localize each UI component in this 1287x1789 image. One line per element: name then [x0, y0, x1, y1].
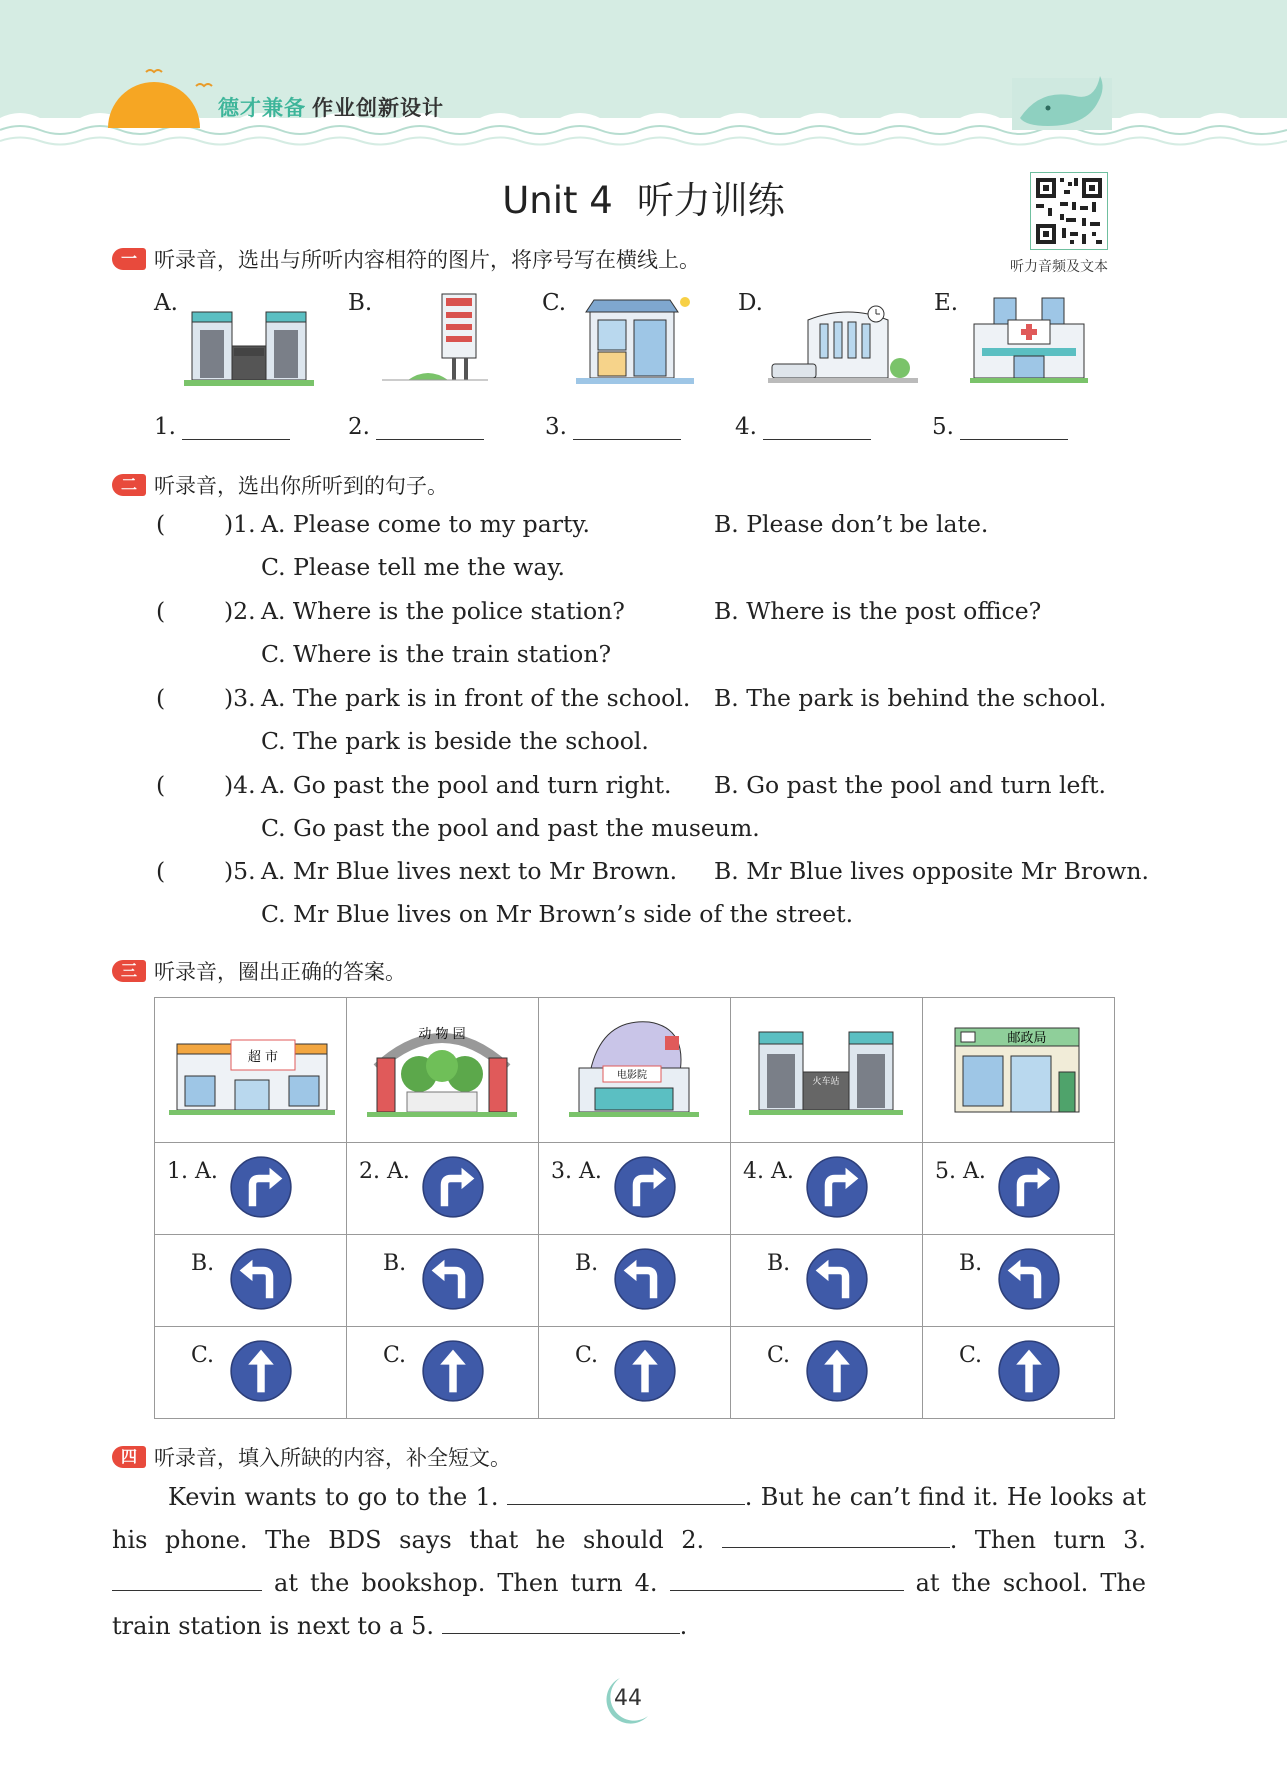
blank-number: 2.: [348, 414, 370, 440]
question-number: )5.: [224, 857, 256, 885]
option-b: B. Go past the pool and turn left.: [714, 771, 1107, 799]
option-label: B.: [959, 1251, 983, 1276]
turn-right-sign[interactable]: [421, 1155, 485, 1223]
cloze-text-4: at the bookshop. Then turn 4.: [274, 1569, 658, 1597]
blank-number: 4.: [735, 414, 757, 440]
answer-line[interactable]: [573, 419, 681, 440]
picture-label: E.: [934, 290, 959, 316]
kiosk-icon: [572, 290, 702, 390]
option-cell[interactable]: [731, 1143, 923, 1235]
option-c: C. Mr Blue lives on Mr Brown’s side of the street.: [261, 900, 854, 928]
section2-instruction: 听录音，选出你所听到的句子。: [154, 474, 448, 498]
option-label: 3. A.: [551, 1159, 602, 1184]
go-straight-sign[interactable]: [997, 1339, 1061, 1407]
turn-left-sign[interactable]: [997, 1247, 1061, 1315]
answer-blank-4[interactable]: [735, 414, 871, 440]
section2-badge: 二: [112, 474, 146, 496]
zoo-icon: [347, 998, 538, 1138]
section2-heading: [112, 470, 448, 500]
cloze-text-2: . But he can’t find it. He looks at his phone. The BDS says that he should 2.: [112, 1483, 1146, 1554]
section3-instruction: 听录音，圈出正确的答案。: [154, 960, 406, 984]
option-b: B. Where is the post office?: [714, 597, 1042, 625]
place-cell: [731, 998, 923, 1143]
section4-instruction: 听录音，填入所缺的内容，补全短文。: [154, 1446, 511, 1470]
unit-name: 听力训练: [636, 179, 785, 222]
go-straight-sign[interactable]: [229, 1339, 293, 1407]
section1-heading: [112, 244, 700, 274]
option-cell[interactable]: [539, 1143, 731, 1235]
answer-blank-3[interactable]: [545, 414, 681, 440]
cloze-text-3: . Then turn 3.: [949, 1526, 1146, 1554]
option-cell[interactable]: [731, 1327, 923, 1419]
blank-5[interactable]: [442, 1607, 680, 1634]
cloze-text-1: Kevin wants to go to the 1.: [168, 1483, 499, 1511]
section4-badge: 四: [112, 1446, 146, 1468]
answer-paren[interactable]: (: [156, 597, 166, 625]
option-cell[interactable]: [539, 1235, 731, 1327]
page-header: [0, 0, 1287, 150]
option-c: C. Where is the train station?: [261, 640, 612, 668]
option-a: A. Please come to my party.: [261, 510, 591, 538]
option-cell[interactable]: [923, 1327, 1115, 1419]
blank-number: 5.: [932, 414, 954, 440]
go-straight-sign[interactable]: [805, 1339, 869, 1407]
option-row-b: [155, 1235, 1115, 1327]
option-cell[interactable]: [923, 1235, 1115, 1327]
place-sign: 动 物 园: [418, 1027, 466, 1042]
option-a: A. Where is the police station?: [261, 597, 625, 625]
option-row-c: [155, 1327, 1115, 1419]
place-cell: [155, 998, 347, 1143]
blank-4[interactable]: [670, 1564, 904, 1591]
page-number-text: 44: [614, 1686, 642, 1711]
place-cell: [923, 998, 1115, 1143]
picture-label: B.: [348, 290, 373, 316]
qr-code-icon[interactable]: [1030, 172, 1108, 250]
option-b: B. The park is behind the school.: [714, 684, 1107, 712]
option-cell[interactable]: [923, 1143, 1115, 1235]
place-sign: 超 市: [247, 1050, 279, 1065]
option-label: 1. A.: [167, 1159, 218, 1184]
question-number: )1.: [224, 510, 256, 538]
answer-line[interactable]: [960, 419, 1068, 440]
qr-label: 听力音频及文本: [1010, 259, 1108, 275]
place-sign: 火车站: [812, 1077, 840, 1087]
page-number: [600, 1672, 656, 1728]
cloze-text-5: at the school. The train station is next to a 5.: [112, 1569, 1146, 1640]
blank-3[interactable]: [112, 1564, 262, 1591]
option-cell[interactable]: [155, 1327, 347, 1419]
option-label: 4. A.: [743, 1159, 794, 1184]
header-wave-background: [0, 0, 1287, 150]
option-cell[interactable]: [155, 1235, 347, 1327]
station-building-icon: [768, 290, 918, 390]
brand-title: [218, 92, 444, 122]
blank-number: 3.: [545, 414, 567, 440]
option-cell[interactable]: [347, 1143, 539, 1235]
option-label: B.: [767, 1251, 791, 1276]
brand-subtitle: 作业创新设计: [312, 96, 444, 120]
place-cell: [347, 998, 539, 1143]
place-sign: 邮政局: [1007, 1031, 1047, 1046]
section3-badge: 三: [112, 960, 146, 982]
section1-badge: 一: [112, 248, 146, 270]
option-label: C.: [191, 1343, 215, 1368]
blank-1[interactable]: [507, 1478, 745, 1505]
answer-blank-2[interactable]: [348, 414, 484, 440]
option-cell[interactable]: [155, 1143, 347, 1235]
option-a: A. Go past the pool and turn right.: [261, 771, 672, 799]
answer-blank-1[interactable]: [154, 414, 290, 440]
turn-right-sign[interactable]: [229, 1155, 293, 1223]
answer-paren[interactable]: (: [156, 771, 166, 799]
bus-stop-sign-icon: [378, 290, 508, 390]
option-label: C.: [575, 1343, 599, 1368]
option-label: C.: [767, 1343, 791, 1368]
place-cell: [539, 998, 731, 1143]
option-label: C.: [383, 1343, 407, 1368]
option-a: A. The park is in front of the school.: [261, 684, 691, 712]
answer-blank-5[interactable]: [932, 414, 1068, 440]
train-station-icon: [731, 998, 922, 1138]
answer-line[interactable]: [376, 419, 484, 440]
option-c: C. The park is beside the school.: [261, 727, 649, 755]
option-row-a: [155, 1143, 1115, 1235]
picture-label: D.: [738, 290, 763, 316]
hospital-icon: [964, 290, 1094, 390]
answer-line[interactable]: [182, 419, 290, 440]
option-label: B.: [575, 1251, 599, 1276]
option-b: B. Mr Blue lives opposite Mr Brown.: [714, 857, 1149, 885]
question-number: )2.: [224, 597, 256, 625]
option-cell[interactable]: [347, 1327, 539, 1419]
turn-left-sign[interactable]: [613, 1247, 677, 1315]
cloze-text-6: .: [679, 1612, 688, 1640]
post-office-icon: [923, 998, 1114, 1138]
option-cell[interactable]: [347, 1235, 539, 1327]
option-c: C. Go past the pool and past the museum.: [261, 814, 760, 842]
train-station-icon: [184, 290, 314, 390]
blank-number: 1.: [154, 414, 176, 440]
question-number: )3.: [224, 684, 256, 712]
option-cell[interactable]: [539, 1327, 731, 1419]
option-label: 5. A.: [935, 1159, 986, 1184]
turn-right-sign[interactable]: [805, 1155, 869, 1223]
picture-label: A.: [154, 290, 178, 316]
supermarket-icon: [155, 998, 346, 1138]
turn-right-sign[interactable]: [613, 1155, 677, 1223]
turn-left-sign[interactable]: [805, 1247, 869, 1315]
answer-paren[interactable]: (: [156, 684, 166, 712]
unit-number: Unit 4: [502, 179, 613, 222]
blank-2[interactable]: [722, 1521, 950, 1548]
place-sign: 电影院: [617, 1070, 647, 1081]
option-c: C. Please tell me the way.: [261, 553, 565, 581]
direction-table: [154, 997, 1115, 1419]
answer-paren[interactable]: (: [156, 510, 166, 538]
section4-heading: [112, 1442, 511, 1472]
answer-line[interactable]: [763, 419, 871, 440]
brand-series: 德才兼备: [218, 96, 306, 120]
go-straight-sign[interactable]: [613, 1339, 677, 1407]
cinema-icon: [539, 998, 730, 1138]
section3-heading: [112, 956, 406, 986]
cloze-paragraph: [112, 1476, 1146, 1648]
option-label: C.: [959, 1343, 983, 1368]
turn-right-sign[interactable]: [997, 1155, 1061, 1223]
picture-label: C.: [542, 290, 567, 316]
option-label: B.: [383, 1251, 407, 1276]
answer-paren[interactable]: (: [156, 857, 166, 885]
option-label: B.: [191, 1251, 215, 1276]
section1-instruction: 听录音，选出与所听内容相符的图片，将序号写在横线上。: [154, 248, 700, 272]
option-label: 2. A.: [359, 1159, 410, 1184]
option-a: A. Mr Blue lives next to Mr Brown.: [261, 857, 678, 885]
turn-left-sign[interactable]: [229, 1247, 293, 1315]
whale-icon: [1012, 76, 1112, 130]
question-number: )4.: [224, 771, 256, 799]
option-cell[interactable]: [731, 1235, 923, 1327]
go-straight-sign[interactable]: [421, 1339, 485, 1407]
option-b: B. Please don’t be late.: [714, 510, 989, 538]
turn-left-sign[interactable]: [421, 1247, 485, 1315]
